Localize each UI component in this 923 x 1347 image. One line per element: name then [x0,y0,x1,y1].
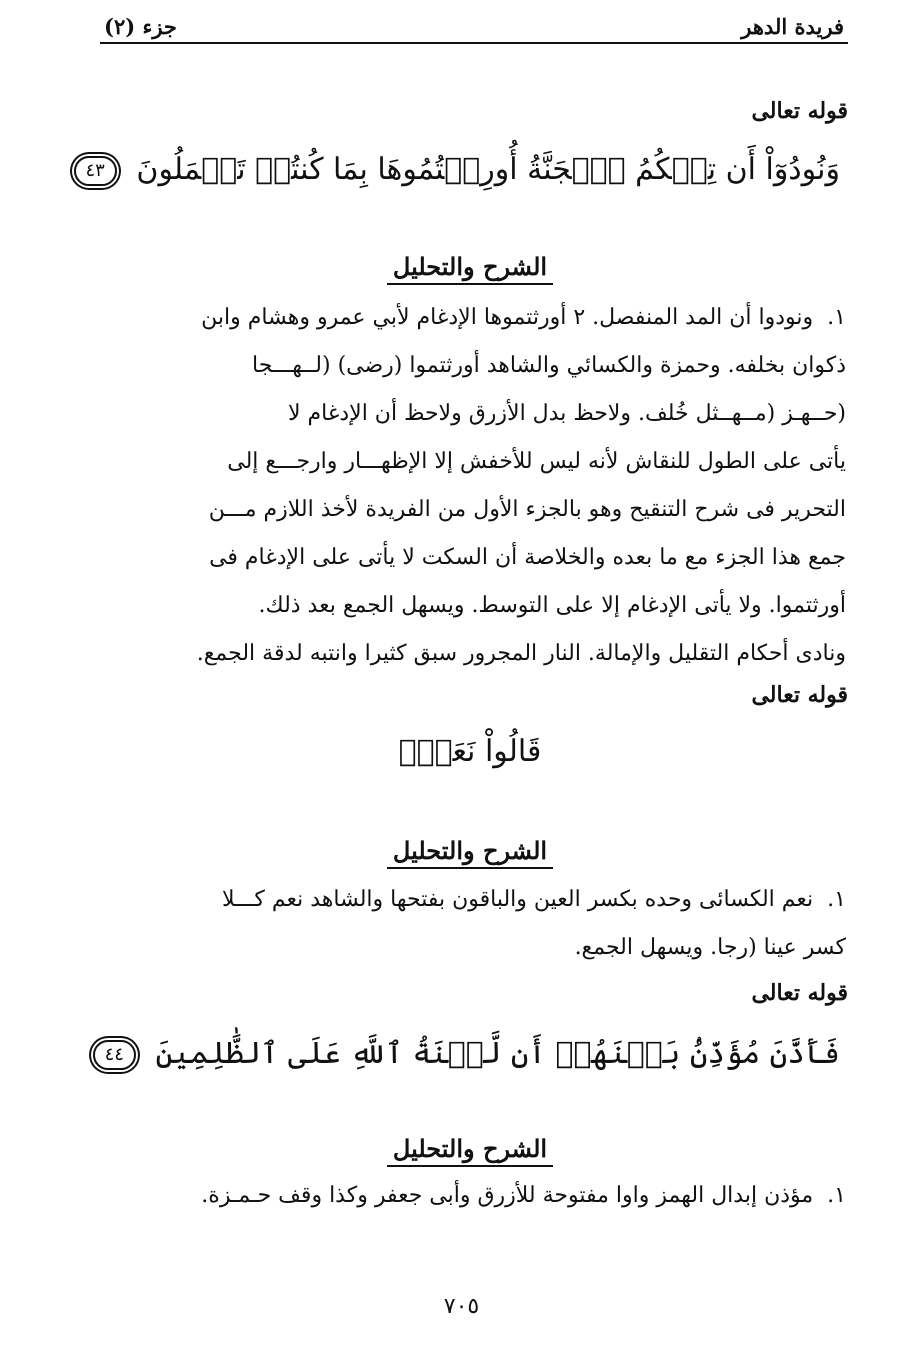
paragraph-line: يأتى على الطول للنقاش لأنه ليس للأخفش إلا الإظهـــار وارجـــع إلى [227,449,846,474]
item-number: ١. [827,887,846,912]
paragraph-line: التحرير فى شرح التنقيح وهو بالجزء الأول من الفريدة لأخذ اللازم مـــن [208,497,846,522]
item-number: ١. [827,305,846,330]
paragraph-line: ونادى أحكام التقليل والإمالة. النار المجرور سبق كثيرا وانتبه لدقة الجمع. [196,641,846,666]
section-heading-text: الشرح والتحليل [387,252,553,285]
paragraph-line [106,876,846,924]
commentary-paragraph [106,1172,846,1220]
line-text: نعم الكسائى وحده بكسر العين والباقون بفتحها والشاهد نعم كـــلا [221,887,814,912]
paragraph-line: جمع هذا الجزء مع ما بعده والخلاصة أن السكت لا يأتى على الإدغام فى [209,545,846,570]
ayah-number-badge: ٤٣ [74,156,117,186]
ayah-number-badge: ٤٤ [93,1040,136,1070]
part-label: جزء (٢) [104,14,177,39]
paragraph-line: أورثتموا. ولا يأتى الإدغام إلا على التوسط. ويسهل الجمع بعد ذلك. [258,593,846,618]
verse-text: قَالُواْ نَعَمۡۚ [398,734,542,769]
line-text: ونودوا أن المد المنفصل. ٢ أورثتموها الإدغام لأبي عمرو وهشام وابن [201,305,814,330]
quran-verse [85,148,840,192]
quran-verse [100,730,840,774]
header-rule [100,42,848,44]
paragraph-line: ذكوان بخلفه. وحمزة والكسائي والشاهد أورثتموا (رضى) (لــهـــجا [252,353,846,378]
paragraph-line: (حــهـز (مــهــثل خُلف. ولاحظ بدل الأزرق ولاحظ أن الإدغام لا [287,401,846,426]
paragraph-line: كسر عينا (رجا. ويسهل الجمع. [574,935,846,960]
verse-intro-label: قوله تعالى [751,98,848,124]
book-title: فريدة الدهر [741,14,844,39]
line-text: مؤذن إبدال الهمز واوا مفتوحة للأزرق وأبى جعفر وكذا وقف حـمـزة. [201,1183,814,1208]
paragraph-line [106,1172,846,1220]
section-heading-text: الشرح والتحليل [387,836,553,869]
verse-intro-label: قوله تعالى [751,682,848,708]
section-heading [100,252,840,281]
verse-text: وَنُودُوٓاْ أَن تِلۡكُمُ ٱلۡجَنَّةُ أُورِثۡتُمُوهَا بِمَا كُنتُمۡ تَعۡمَلُونَ [136,152,840,187]
quran-verse [100,1032,840,1076]
paragraph-line [106,294,846,342]
running-header [100,8,848,42]
section-heading-text: الشرح والتحليل [387,1134,553,1167]
verse-intro-label: قوله تعالى [751,980,848,1006]
commentary-paragraph [106,294,846,678]
section-heading [100,1134,840,1163]
commentary-paragraph [106,876,846,972]
section-heading [100,836,840,865]
page-number: ٧٠٥ [443,1294,480,1319]
item-number: ١. [827,1183,846,1208]
verse-text: فَأَذَّنَ مُؤَذِّنُۢ بَيۡنَهُمۡ أَن لَّعۡنَةُ ٱللَّهِ عَلَى ٱلظَّٰلِمِينَ [155,1036,840,1071]
